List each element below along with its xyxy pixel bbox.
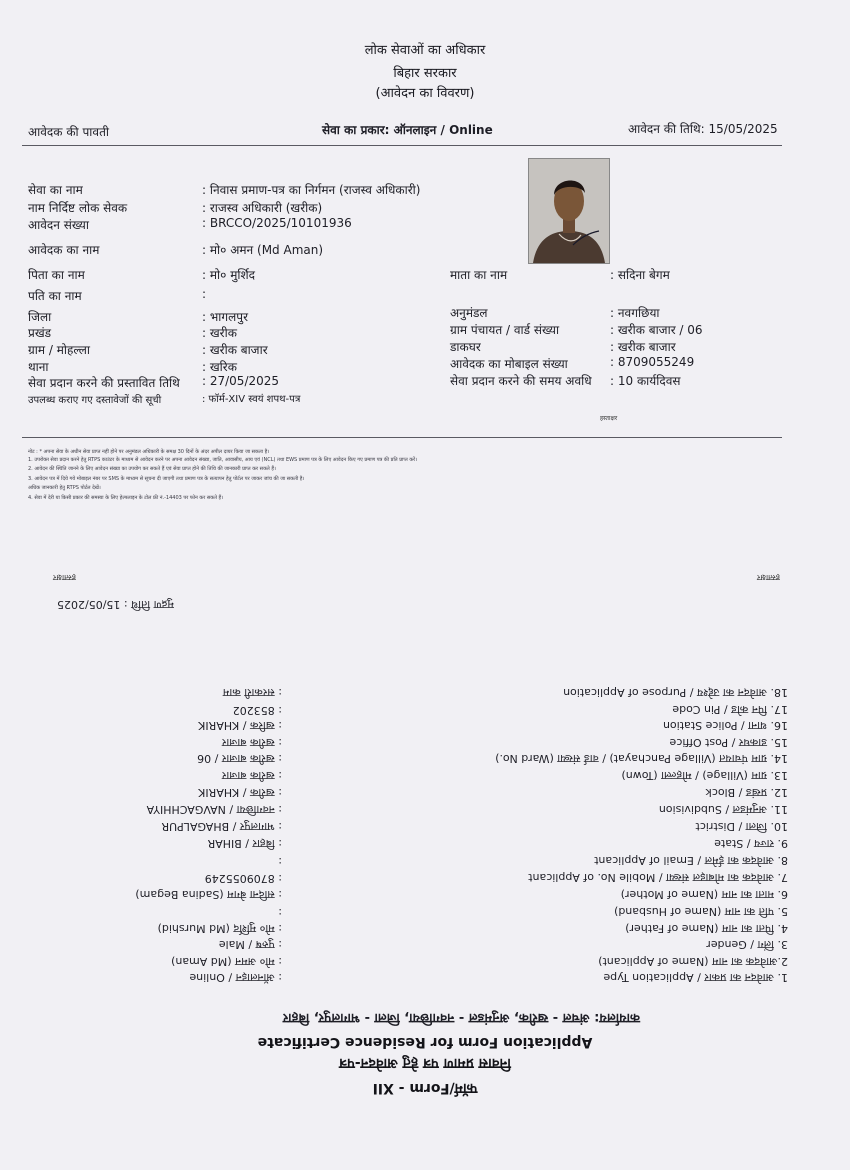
form-row-label: 15. डाकघर / Post Office — [669, 736, 788, 749]
form-row-value: : खरीक बाजार / 06 — [197, 752, 282, 765]
form-row-label: 13. ग्राम (Village) / मोहल्ला (Town) — [621, 769, 788, 782]
header-line-2: बिहार सरकार — [393, 66, 457, 81]
form-row-value: : खरिक / KHARIK — [198, 719, 282, 732]
mobile-value: : 8709055249 — [610, 355, 695, 369]
receipt-label: आवेदक की पावती — [28, 125, 110, 139]
form-subtitle-hi: निवास प्रमाण पत्र हेतु आवेदन-पत्र — [339, 1055, 511, 1071]
note-line: 4. सेवा में देरी या किसी प्रकार की समस्या के लिए हेल्पलाइन के टोल फ्री नं.-14403 पर फोन कर सकते हैं। — [28, 495, 224, 501]
form-subtitle-en: Application Form for Residence Certificate — [257, 1034, 593, 1050]
form-row-label: 5. पति का नाम (Name of Husband) — [614, 905, 788, 918]
subdivision-value: : नवगछिया — [610, 306, 660, 320]
note-line: 1. उपरोक्त सेवा प्रदान करने हेतु RTPS काउंटर के माध्यम से आवेदन करने पर अपना आवेदन संख्या, जाति, आवासीय, आय एवं (NCL) तथा EWS प्रमाण पत्र के लिए आवेदन किए गए प्रमाण पत्र की प्रति प्राप्त करें। — [28, 457, 418, 463]
panchayat-value: : खरीक बाजार / 06 — [610, 323, 703, 337]
district-label: जिला — [28, 310, 52, 324]
documents-value: : फॉर्म-XIV स्वयं शपथ-पत्र — [202, 394, 301, 405]
application-number-value: : BRCCO/2025/10101936 — [202, 216, 352, 230]
form-row-label: 17. पिन कोड / Pin Code — [672, 703, 788, 716]
form-row-label: 12. प्रखंड / Block — [705, 786, 788, 799]
form-row-value: : खरीक बाजार — [221, 769, 282, 782]
form-row-label: 6. माता का नाम (Name of Mother) — [620, 888, 788, 901]
form-row-label: 2.आवेदक का नाम (Name of Applicant) — [598, 955, 788, 968]
post-office-value: : खरीक बाजार — [610, 340, 676, 354]
header-line-1: लोक सेवाओं का अधिकार — [364, 43, 486, 58]
form-row-value: : 8709055249 — [204, 872, 282, 885]
father-name-value: : मो० मुर्शिद — [202, 268, 256, 282]
application-date: आवेदन की तिथि: 15/05/2025 — [628, 122, 778, 136]
form-row-value: : 853202 — [232, 704, 282, 717]
mobile-label: आवेदक का मोबाइल संख्या — [450, 357, 568, 371]
form-title: फॉर्म/Form - XII — [372, 1080, 478, 1096]
proposed-date-value: : 27/05/2025 — [202, 374, 280, 388]
application-number-label: आवेदन संख्या — [28, 218, 89, 232]
form-row-label: 9. राज्य / State — [714, 837, 788, 850]
service-type: सेवा का प्रकार: ऑनलाइन / Online — [322, 123, 493, 137]
village-value: : खरीक बाजार — [202, 343, 268, 357]
time-limit-value: : 10 कार्यदिवस — [610, 374, 681, 388]
form-row-label: 3. लिंग / Gender — [706, 938, 788, 951]
service-name-value: : निवास प्रमाण-पत्र का निर्गमन (राजस्व अधिकारी) — [202, 183, 421, 197]
form-signature-label-right: हस्ताक्षर — [53, 573, 76, 582]
form-row-label: 18. आवेदन का उद्देश्य / Purpose of Application — [563, 686, 788, 699]
mother-name-label: माता का नाम — [450, 268, 508, 282]
post-office-label: डाकघर — [450, 340, 481, 354]
form-row-label: 4. पिता का नाम (Name of Father) — [625, 922, 788, 935]
form-row-value: : सरकारी काम — [222, 686, 282, 699]
form-row-label: 14. ग्राम पंचायत (Village Panchayat) / वार्ड संख्या (Ward No.) — [495, 752, 788, 765]
form-row-label: 11. अनुमंडल / Subdivision — [658, 803, 788, 816]
panchayat-label: ग्राम पंचायत / वार्ड संख्या — [450, 323, 560, 337]
block-label: प्रखंड — [28, 326, 52, 340]
husband-name-label: पति का नाम — [28, 289, 82, 303]
block-value: : खरीक — [202, 326, 237, 340]
form-row-value: : खरीक बाजार — [221, 736, 282, 749]
form-row-value: : पुरुष / Male — [218, 938, 282, 951]
form-row-value: : ऑनलाइन / Online — [189, 971, 282, 984]
officer-label: नाम निर्दिष्ट लोक सेवक — [28, 201, 128, 215]
father-name-label: पिता का नाम — [28, 268, 85, 282]
thana-label: थाना — [28, 360, 49, 374]
print-date: मुद्रण तिथि : 15/05/2025 — [57, 598, 174, 611]
thana-value: : खरिक — [202, 360, 237, 374]
documents-label: उपलब्ध कराए गए दस्तावेजों की सूची — [28, 395, 162, 406]
time-limit-label: सेवा प्रदान करने की समय अवधि — [450, 374, 592, 388]
applicant-name-label: आवेदक का नाम — [28, 243, 100, 257]
form-row-label: 7. आवेदक का मोबाइल संख्या / Mobile No. of Applicant — [528, 871, 788, 884]
note-line: अधिक जानकारी हेतु RTPS पोर्टल देखें। — [28, 485, 101, 491]
form-row-value: : मो० मुर्शिद (Md Murshid) — [157, 922, 282, 935]
form-row-value: : — [278, 855, 282, 868]
header-line-3: (आवेदन का विवरण) — [375, 86, 475, 101]
district-value: : भागलपुर — [202, 310, 249, 324]
applicant-name-value: : मो० अमन (Md Aman) — [202, 243, 324, 257]
form-row-label: 8. आवेदक का ईमेल / Email of Applicant — [594, 854, 788, 867]
form-row-value: : नवगछिया / NAVGACHHIYA — [146, 803, 282, 816]
husband-name-value: : — [202, 287, 207, 301]
subdivision-label: अनुमंडल — [450, 306, 488, 320]
photo-signature-label: हस्ताक्षर — [600, 415, 618, 422]
form-row-value: : भागलपुर / BHAGALPUR — [161, 820, 282, 833]
mother-name-value: : सदिना बेगम — [610, 268, 670, 282]
form-row-value: : — [278, 906, 282, 919]
service-name-label: सेवा का नाम — [28, 183, 83, 197]
note-line: 3. आवेदन पत्र में दिये गये मोबाइल नंबर पर SMS के माध्यम से सूचना दी जाएगी तथा प्रमाण पत्र के सत्यापन हेतु पोर्टल पर जाकर जांच की जा सकती है। — [28, 476, 305, 482]
form-row-label: 1. आवेदन का प्रकार / Application Type — [603, 971, 788, 984]
form-row-label: 16. थाना / Police Station — [662, 719, 788, 732]
form-row-value: : खरीक / KHARIK — [198, 786, 282, 799]
note-line: नोट : * अपना सेवा के अधीन सेवा प्राप्त नहीं होने पर अनुमंडल अधिकारी के समक्ष 30 दिनों के अंदर अपील दायर किया जा सकता है। — [28, 449, 270, 455]
form-signature-label: हस्ताक्षर — [757, 573, 780, 582]
note-line: 2. आवेदन की स्थिति जानने के लिए आवेदन संख्या का उपयोग कर सकते हैं एवं सेवा प्राप्त होने की तिथि की जानकारी प्राप्त कर सकते हैं। — [28, 466, 276, 472]
officer-value: : राजस्व अधिकारी (खरीक) — [202, 201, 323, 215]
form-row-value: : बिहार / BIHAR — [207, 837, 282, 850]
proposed-date-label: सेवा प्रदान करने की प्रस्तावित तिथि — [28, 376, 180, 390]
village-label: ग्राम / मोहल्ला — [28, 343, 91, 357]
form-office: कार्यालय: अंचल - खरीक, अनुमंडल - नवगछिया, जिला - भागलपुर, बिहार — [282, 1010, 640, 1025]
form-row-value: : सदिना बेगम (Sadina Begam) — [135, 888, 282, 901]
form-row-value: : मो० अमन (Md Aman) — [171, 955, 282, 968]
form-row-label: 10. जिला / District — [695, 820, 788, 833]
